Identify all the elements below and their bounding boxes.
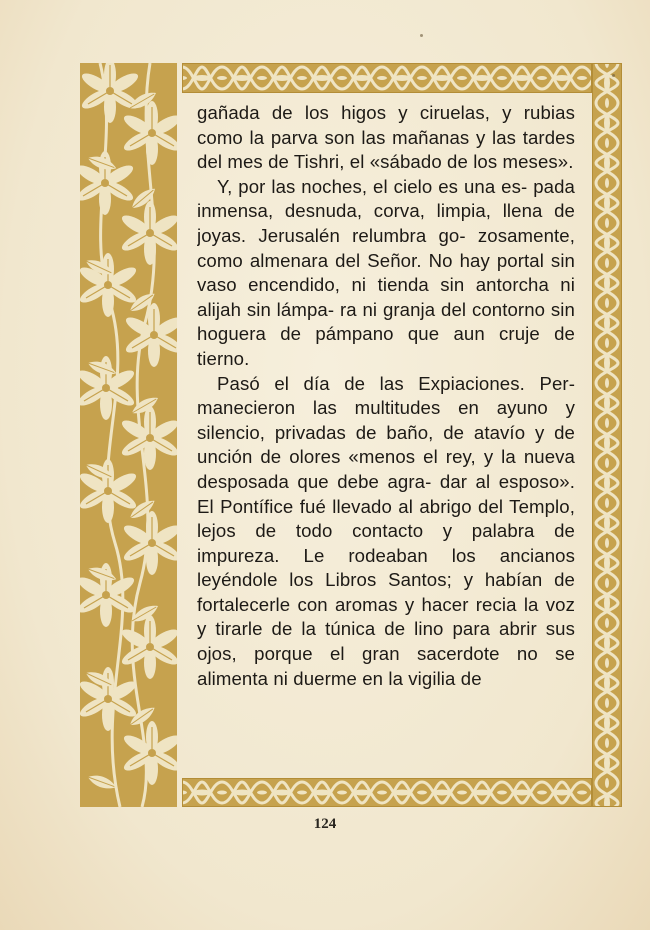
text-line: tardes del mes de Tishri, el «sábado de [197, 126, 575, 173]
text-line: con aromas y hacer recia la voz y [197, 593, 575, 640]
text-line: llena de joyas. Jerusalén relumbra go- [197, 200, 575, 246]
text-line: gañada de los higos y ciruelas, y rubias [197, 102, 575, 123]
text-line: Y, por las noches, el cielo es una es- [217, 175, 528, 197]
text-line: silencio, privadas de baño, de atavío [197, 421, 526, 443]
interlace-border-bottom [182, 778, 592, 807]
text-line: se alimenta ni duerme en la vigilia de [197, 643, 575, 689]
body-text [197, 101, 575, 771]
text-line: y la nueva desposada que debe agra- [197, 446, 575, 492]
text-line: de pámpano que aun cruje de tierno. [197, 323, 575, 369]
text-line: sus ojos, porque el gran sacerdote no [197, 618, 575, 665]
paper-speck [612, 74, 615, 77]
interlace-border-top [182, 63, 592, 93]
floral-border-left [80, 63, 177, 807]
paper-speck [420, 34, 423, 37]
paragraph-2 [197, 175, 575, 372]
text-line: tienda sin antorcha ni alijah sin lámpa- [197, 274, 575, 320]
interlace-border-right [592, 63, 622, 807]
text-line: zosamente, como almenara del Señor. [197, 224, 575, 271]
text-line: como la parva son las mañanas y las [197, 126, 517, 148]
text-line: los meses». [473, 151, 574, 173]
text-line: ra ni granja del contorno sin hoguera [197, 298, 575, 345]
text-line: Libros Santos; y habían de fortalecerle [197, 569, 575, 615]
page-number: 124 [313, 816, 337, 832]
text-line: al abrigo del Templo, lejos de todo [197, 495, 575, 542]
text-line: contacto y palabra de impureza. Le [197, 520, 575, 566]
text-line: Pasó el día de las Expiaciones. Per- [217, 372, 575, 394]
paragraph-3 [197, 372, 575, 692]
text-line: No hay portal sin vaso encendido, ni [197, 249, 575, 296]
text-line: dar al esposo». El Pontífice fué llevado [197, 470, 575, 517]
text-line: rodeaban los ancianos leyéndole los [197, 544, 575, 591]
text-line: pada inmensa, desnuda, corva, limpia, [197, 175, 575, 222]
text-line: y de unción de olores «menos el rey, [197, 421, 575, 468]
text-line: tirarle de la túnica de lino para abrir [215, 618, 537, 640]
paragraph-1 [197, 101, 575, 175]
text-line: manecieron las multitudes en ayuno y [197, 397, 575, 419]
